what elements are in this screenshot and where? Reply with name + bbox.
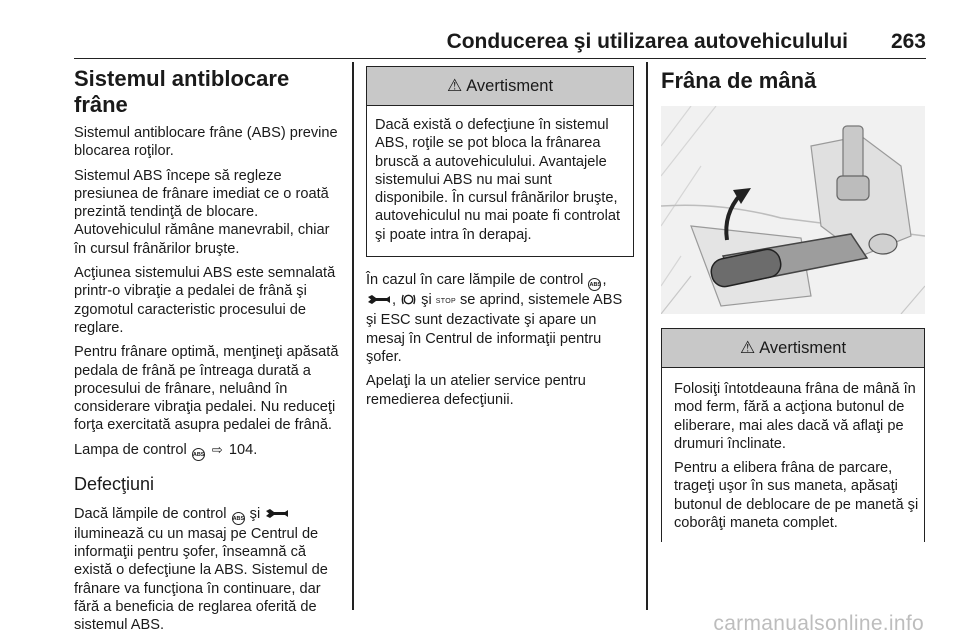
column-divider-1 [352,62,354,610]
warning-header [662,329,924,368]
abs-warning-icon: ABS [192,448,205,461]
paragraph: Sistemul antiblocare frâne (ABS) previne blocarea roţilor. [74,125,338,160]
paragraph-lamps: În cazul în care lămpile de control ABS, , şi STOP se aprind, sistemele ABS şi ESC sunt dezactivate şi apare un mesaj în Centrul de informaţii pentru şofer. [366,272,623,365]
handbrake-illustration [661,106,925,314]
warning-triangle-icon: ⚠ [739,338,756,357]
chapter-title: Conducerea şi utilizarea autovehiculului [446,30,848,53]
paragraph-faults: Dacă lămpile de control ABS şi iluminează cu un masaj pe Centrul de informaţii pentru şofer, înseamnă că există o defecţiune la ABS. Sistemul de frânare va funcţiona în continuare, dar fără a beneficia de reglarea oferită de sistemul ABS. [74,505,328,634]
paragraph: Acţiunea sistemului ABS este semnalată printr-o vibraţie a pedalei de frână şi zgomotul caracteristic procesului de reglare. [74,265,336,336]
warning-box [661,328,925,542]
page-header [74,20,926,59]
column-2 [366,60,634,415]
warning-title: Avertisment [759,338,847,357]
paragraph: Sistemul ABS începe să regleze presiunea de frânare imediat ce o roată prezintă tendinţă de blocare. Autovehiculul rămâne manevrabil, chiar în cursul frânărilor bruşte. [74,167,330,257]
warning-header [367,67,633,106]
stop-icon: STOP [435,298,456,306]
warning-text: Dacă există o defecţiune în sistemul ABS, roţile se pot bloca la frânarea bruscă a autovehiculului. Avantajele sistemului ABS nu mai sunt disponibile. În cursul frânărilor bruşte, autovehiculul nu mai poate fi controlat şi poate intra în derapaj. [375,117,621,243]
handbrake-drawing [661,106,925,314]
warning-body [662,368,924,542]
warning-text: Pentru a elibera frâna de parcare, trageţi uşor în sus maneta, apăsaţi butonul de deblocare de pe manetă şi coborâţi maneta complet. [674,460,919,532]
abs-warning-icon: ABS [232,512,245,525]
column-divider-2 [646,62,648,610]
paragraph-control-lamp: Lampa de control ABS ⇨ 104. [74,441,342,461]
warning-body [367,106,633,256]
section-heading-abs: Sistemul antiblocare frâne [74,66,290,117]
warning-box [366,66,634,257]
paragraph-service: Apelaţi la un atelier service pentru remedierea defecţiunii. [366,373,586,408]
warning-triangle-icon: ⚠ [446,76,463,95]
column-3 [661,60,925,542]
warning-text: Folosiţi întotdeauna frâna de mână în mod ferm, fără a acţiona butonul de eliberare, mai ales dacă vă aflaţi pe drumuri înclinate. [674,381,916,452]
watermark: carmanualsonline.info [713,612,924,635]
wrench-service-icon [367,292,391,310]
page-reference[interactable]: 104. [228,441,258,458]
column-1 [74,60,342,641]
subheading-faults: Defecţiuni [74,473,155,494]
warning-title: Avertisment [466,76,554,95]
page-number: 263 [890,30,926,53]
section-heading-handbrake: Frâna de mână [661,68,817,93]
paragraph: Pentru frânare optimă, menţineţi apăsată pedala de frână pe întreaga durată a procesului de frânare, neluând în considerare vibraţia pedalei. Nu reduceţi forţa exercitată asupra pedalei de frână. [74,344,339,434]
page-reference-icon: ⇨ [211,441,223,457]
abs-warning-icon: ABS [588,278,601,291]
brake-warning-icon [401,293,416,308]
wrench-service-icon [265,506,289,524]
